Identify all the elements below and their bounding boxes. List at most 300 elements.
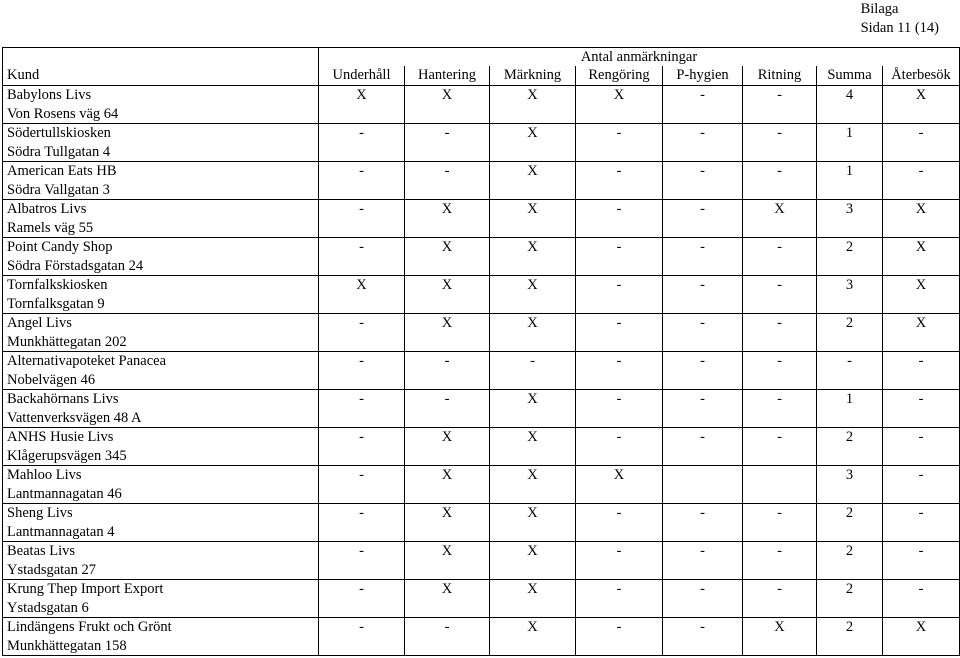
value-cell xyxy=(405,162,490,200)
cell-value: - xyxy=(616,391,622,407)
customer-address: Lantmannagatan 4 xyxy=(7,523,115,540)
cell-value: - xyxy=(777,543,782,559)
customer-name: Södertullskiosken xyxy=(7,125,111,141)
customer-cell xyxy=(3,466,319,504)
customer-name: Sheng Livs xyxy=(7,505,73,521)
value-cell xyxy=(490,238,576,276)
customer-name: Beatas Livs xyxy=(7,543,76,559)
cell-value: - xyxy=(700,543,705,559)
table-row xyxy=(3,352,960,390)
cell-value: X xyxy=(613,87,625,103)
cell-value: X xyxy=(527,581,538,597)
cell-value: - xyxy=(700,277,705,293)
column-header: Underhåll xyxy=(319,66,405,86)
cell-value: 2 xyxy=(845,429,854,445)
value-cell xyxy=(490,580,576,618)
value-cell xyxy=(490,390,576,428)
value-cell xyxy=(817,466,883,504)
value-cell xyxy=(743,466,817,504)
cell-value: X xyxy=(356,87,367,103)
value-cell xyxy=(405,238,490,276)
customer-cell xyxy=(3,390,319,428)
cell-value: - xyxy=(777,87,782,103)
cell-value: - xyxy=(530,353,535,369)
cell-value: 3 xyxy=(845,201,854,217)
value-cell xyxy=(663,352,743,390)
value-cell xyxy=(576,162,663,200)
customer-address: Ystadsgatan 6 xyxy=(7,599,89,616)
cell-value: - xyxy=(777,429,782,445)
cell-value: - xyxy=(918,163,924,179)
value-cell xyxy=(663,504,743,542)
column-header: P-hygien xyxy=(663,66,743,86)
value-cell xyxy=(490,428,576,466)
value-cell xyxy=(663,428,743,466)
value-cell xyxy=(490,618,576,656)
cell-value: - xyxy=(359,619,364,635)
column-header: Ritning xyxy=(743,66,817,86)
cell-value: - xyxy=(700,315,705,331)
value-cell xyxy=(319,390,405,428)
cell-value: X xyxy=(527,429,538,445)
table-row xyxy=(3,390,960,428)
column-header: Kund xyxy=(3,66,319,86)
value-cell xyxy=(883,276,960,314)
value-cell xyxy=(743,390,817,428)
cell-value: - xyxy=(616,543,622,559)
value-cell xyxy=(319,124,405,162)
value-cell xyxy=(883,504,960,542)
group-heading: Antal anmärkningar xyxy=(319,48,960,67)
cell-value: - xyxy=(777,239,782,255)
value-cell xyxy=(319,352,405,390)
cell-value: - xyxy=(616,163,622,179)
cell-value: - xyxy=(700,391,705,407)
customer-name: Babylons Livs xyxy=(7,87,92,103)
cell-value: X xyxy=(527,87,538,103)
table-row xyxy=(3,542,960,580)
value-cell xyxy=(319,542,405,580)
cell-value: X xyxy=(915,315,927,331)
cell-value: - xyxy=(700,87,705,103)
value-cell xyxy=(490,124,576,162)
cell-value: - xyxy=(359,163,364,179)
cell-value: - xyxy=(444,619,450,635)
value-cell xyxy=(405,200,490,238)
value-cell xyxy=(743,238,817,276)
value-cell xyxy=(576,618,663,656)
customer-cell xyxy=(3,504,319,542)
value-cell xyxy=(817,580,883,618)
value-cell xyxy=(817,124,883,162)
value-cell xyxy=(319,618,405,656)
cell-value: - xyxy=(616,581,622,597)
customer-cell xyxy=(3,542,319,580)
value-cell xyxy=(576,542,663,580)
customer-cell xyxy=(3,276,319,314)
cell-value: X xyxy=(441,429,453,445)
cell-value: - xyxy=(616,125,622,141)
value-cell xyxy=(405,352,490,390)
cell-value: 2 xyxy=(845,619,854,635)
table-row xyxy=(3,428,960,466)
value-cell xyxy=(576,390,663,428)
value-cell xyxy=(319,86,405,124)
value-cell xyxy=(817,504,883,542)
cell-value: X xyxy=(915,277,927,293)
cell-value: X xyxy=(527,391,538,407)
value-cell xyxy=(883,162,960,200)
cell-value: - xyxy=(700,201,705,217)
cell-value: X xyxy=(441,277,453,293)
customer-address: Vattenverksvägen 48 A xyxy=(7,409,142,426)
value-cell xyxy=(319,580,405,618)
cell-value: - xyxy=(444,125,450,141)
value-cell xyxy=(817,86,883,124)
value-cell xyxy=(883,618,960,656)
customer-cell xyxy=(3,352,319,390)
value-cell xyxy=(883,352,960,390)
cell-value: - xyxy=(359,239,364,255)
value-cell xyxy=(405,86,490,124)
customer-name: Krung Thep Import Export xyxy=(7,581,164,597)
value-cell xyxy=(405,428,490,466)
cell-value: X xyxy=(915,239,927,255)
cell-value: - xyxy=(359,543,364,559)
value-cell xyxy=(490,542,576,580)
cell-value: - xyxy=(616,277,622,293)
cell-value: - xyxy=(616,353,622,369)
value-cell xyxy=(405,466,490,504)
customer-address: Södra Vallgatan 3 xyxy=(7,181,110,198)
value-cell xyxy=(576,86,663,124)
cell-value: - xyxy=(359,505,364,521)
value-cell xyxy=(490,162,576,200)
cell-value: - xyxy=(918,125,924,141)
customer-address: Ramels väg 55 xyxy=(7,219,94,236)
value-cell xyxy=(817,618,883,656)
value-cell xyxy=(319,276,405,314)
value-cell xyxy=(883,580,960,618)
customer-address: Nobelvägen 46 xyxy=(7,371,96,388)
cell-value: - xyxy=(359,125,364,141)
cell-value: X xyxy=(527,239,538,255)
cell-value: - xyxy=(700,429,705,445)
value-cell xyxy=(743,86,817,124)
value-cell xyxy=(576,504,663,542)
value-cell xyxy=(743,352,817,390)
cell-value: 2 xyxy=(845,581,854,597)
column-header: Återbesök xyxy=(883,66,960,86)
cell-value: X xyxy=(613,467,625,483)
cell-value: X xyxy=(774,619,785,635)
value-cell xyxy=(490,466,576,504)
table-row xyxy=(3,618,960,656)
cell-value: X xyxy=(527,277,538,293)
cell-value: X xyxy=(527,125,538,141)
cell-value: X xyxy=(441,505,453,521)
blank-header-cell xyxy=(3,48,319,67)
table-row xyxy=(3,580,960,618)
table-row xyxy=(3,504,960,542)
cell-value: - xyxy=(700,619,705,635)
value-cell xyxy=(576,352,663,390)
customer-cell xyxy=(3,86,319,124)
value-cell xyxy=(576,200,663,238)
value-cell xyxy=(405,580,490,618)
value-cell xyxy=(576,276,663,314)
customer-name: American Eats HB xyxy=(7,163,117,179)
customer-cell xyxy=(3,314,319,352)
cell-value: X xyxy=(527,201,538,217)
cell-value: - xyxy=(777,581,782,597)
value-cell xyxy=(663,390,743,428)
cell-value: X xyxy=(441,201,453,217)
value-cell xyxy=(743,580,817,618)
cell-value: X xyxy=(441,581,453,597)
value-cell xyxy=(817,352,883,390)
value-cell xyxy=(663,314,743,352)
value-cell xyxy=(490,276,576,314)
value-cell xyxy=(576,428,663,466)
cell-value: X xyxy=(527,467,538,483)
cell-value: - xyxy=(777,391,782,407)
customer-name: Backahörnans Livs xyxy=(7,391,119,407)
cell-value: - xyxy=(847,353,852,369)
value-cell xyxy=(817,314,883,352)
cell-value: - xyxy=(918,581,924,597)
customer-address: Klågerupsvägen 345 xyxy=(7,447,127,464)
value-cell xyxy=(405,390,490,428)
customer-cell xyxy=(3,428,319,466)
cell-value: - xyxy=(777,353,782,369)
cell-value: 4 xyxy=(845,87,854,103)
page-header xyxy=(861,0,939,38)
customer-name: Tornfalkskiosken xyxy=(7,277,108,293)
cell-value: X xyxy=(915,619,927,635)
value-cell xyxy=(319,314,405,352)
value-cell xyxy=(743,504,817,542)
value-cell xyxy=(319,466,405,504)
customer-address: Södra Tullgatan 4 xyxy=(7,143,111,160)
table-row xyxy=(3,162,960,200)
cell-value: - xyxy=(359,201,364,217)
customer-name: Point Candy Shop xyxy=(7,239,113,255)
table-row xyxy=(3,276,960,314)
value-cell xyxy=(883,200,960,238)
cell-value: - xyxy=(777,125,782,141)
cell-value: - xyxy=(444,391,450,407)
customer-name: Albatros Livs xyxy=(7,201,87,217)
customer-name: Lindängens Frukt och Grönt xyxy=(7,619,172,635)
cell-value: - xyxy=(700,163,705,179)
inspection-table xyxy=(2,47,960,656)
cell-value: - xyxy=(918,429,924,445)
value-cell xyxy=(405,276,490,314)
cell-value: 3 xyxy=(845,277,854,293)
cell-value: - xyxy=(444,353,450,369)
customer-address: Tornfalksgatan 9 xyxy=(7,295,105,312)
value-cell xyxy=(663,124,743,162)
cell-value: - xyxy=(616,201,622,217)
cell-value: - xyxy=(359,581,364,597)
cell-value: X xyxy=(527,315,538,331)
value-cell xyxy=(663,276,743,314)
value-cell xyxy=(883,314,960,352)
cell-value: 2 xyxy=(845,505,854,521)
value-cell xyxy=(743,162,817,200)
value-cell xyxy=(663,466,743,504)
value-cell xyxy=(883,238,960,276)
table-row xyxy=(3,124,960,162)
customer-cell xyxy=(3,618,319,656)
cell-value: X xyxy=(356,277,367,293)
customer-address: Ystadsgatan 27 xyxy=(7,561,96,578)
value-cell xyxy=(490,86,576,124)
customer-name: Alternativapoteket Panacea xyxy=(7,353,167,369)
customer-name: Angel Livs xyxy=(7,315,72,331)
value-cell xyxy=(319,238,405,276)
value-cell xyxy=(490,200,576,238)
customer-name: Mahloo Livs xyxy=(7,467,82,483)
cell-value: - xyxy=(918,391,924,407)
cell-value: X xyxy=(441,467,453,483)
value-cell xyxy=(817,162,883,200)
column-header: Rengöring xyxy=(576,66,663,86)
table-row xyxy=(3,86,960,124)
value-cell xyxy=(743,542,817,580)
customer-address: Munkhättegatan 202 xyxy=(7,333,127,350)
cell-value: - xyxy=(444,163,450,179)
cell-value: - xyxy=(359,353,364,369)
cell-value: X xyxy=(774,201,785,217)
value-cell xyxy=(663,200,743,238)
value-cell xyxy=(663,86,743,124)
cell-value: X xyxy=(527,543,538,559)
value-cell xyxy=(817,200,883,238)
value-cell xyxy=(743,314,817,352)
cell-value: - xyxy=(359,391,364,407)
cell-value: - xyxy=(777,505,782,521)
cell-value: 3 xyxy=(845,467,854,483)
cell-value: X xyxy=(441,543,453,559)
attachment-label: Bilaga xyxy=(860,1,899,17)
page-number: Sidan 11 (14) xyxy=(860,20,939,36)
cell-value: - xyxy=(616,239,622,255)
value-cell xyxy=(319,200,405,238)
cell-value: - xyxy=(700,239,705,255)
value-cell xyxy=(490,504,576,542)
cell-value: - xyxy=(616,429,622,445)
cell-value: - xyxy=(918,543,924,559)
value-cell xyxy=(663,162,743,200)
cell-value: X xyxy=(441,87,453,103)
column-header: Hantering xyxy=(405,66,490,86)
value-cell xyxy=(663,238,743,276)
cell-value: X xyxy=(441,239,453,255)
cell-value: - xyxy=(777,315,782,331)
customer-cell xyxy=(3,124,319,162)
value-cell xyxy=(490,352,576,390)
value-cell xyxy=(883,390,960,428)
value-cell xyxy=(405,504,490,542)
value-cell xyxy=(883,542,960,580)
cell-value: 2 xyxy=(845,543,854,559)
customer-name: ANHS Husie Livs xyxy=(7,429,114,445)
value-cell xyxy=(817,276,883,314)
cell-value: X xyxy=(441,315,453,331)
customer-cell xyxy=(3,580,319,618)
value-cell xyxy=(883,428,960,466)
customer-address: Munkhättegatan 158 xyxy=(7,637,127,654)
value-cell xyxy=(743,428,817,466)
value-cell xyxy=(817,428,883,466)
table-row xyxy=(3,466,960,504)
cell-value: - xyxy=(359,467,364,483)
value-cell xyxy=(576,580,663,618)
group-heading-row xyxy=(3,48,960,67)
value-cell xyxy=(743,124,817,162)
value-cell xyxy=(319,504,405,542)
cell-value: - xyxy=(918,467,924,483)
column-header-row xyxy=(3,66,960,86)
cell-value: - xyxy=(359,429,364,445)
cell-value: - xyxy=(918,353,924,369)
value-cell xyxy=(883,124,960,162)
value-cell xyxy=(576,238,663,276)
value-cell xyxy=(576,124,663,162)
value-cell xyxy=(883,86,960,124)
value-cell xyxy=(576,466,663,504)
cell-value: 1 xyxy=(845,391,854,407)
value-cell xyxy=(743,276,817,314)
value-cell xyxy=(817,542,883,580)
cell-value: X xyxy=(527,505,538,521)
value-cell xyxy=(663,618,743,656)
cell-value: - xyxy=(700,125,705,141)
value-cell xyxy=(663,542,743,580)
value-cell xyxy=(490,314,576,352)
customer-address: Södra Förstadsgatan 24 xyxy=(7,257,144,274)
cell-value: 1 xyxy=(845,163,854,179)
customer-cell xyxy=(3,238,319,276)
cell-value: - xyxy=(616,505,622,521)
value-cell xyxy=(405,542,490,580)
value-cell xyxy=(319,428,405,466)
cell-value: - xyxy=(359,315,364,331)
value-cell xyxy=(817,238,883,276)
value-cell xyxy=(663,580,743,618)
cell-value: - xyxy=(777,277,782,293)
cell-value: - xyxy=(616,619,622,635)
cell-value: - xyxy=(700,353,705,369)
customer-cell xyxy=(3,162,319,200)
value-cell xyxy=(405,618,490,656)
cell-value: X xyxy=(915,201,927,217)
table-row xyxy=(3,200,960,238)
cell-value: 2 xyxy=(845,239,854,255)
customer-address: Lantmannagatan 46 xyxy=(7,485,122,502)
table-body xyxy=(3,86,960,656)
value-cell xyxy=(405,124,490,162)
customer-address: Von Rosens väg 64 xyxy=(7,105,119,122)
cell-value: - xyxy=(918,505,924,521)
column-header: Märkning xyxy=(490,66,576,86)
value-cell xyxy=(883,466,960,504)
cell-value: 2 xyxy=(845,315,854,331)
customer-cell xyxy=(3,200,319,238)
column-header: Summa xyxy=(817,66,883,86)
